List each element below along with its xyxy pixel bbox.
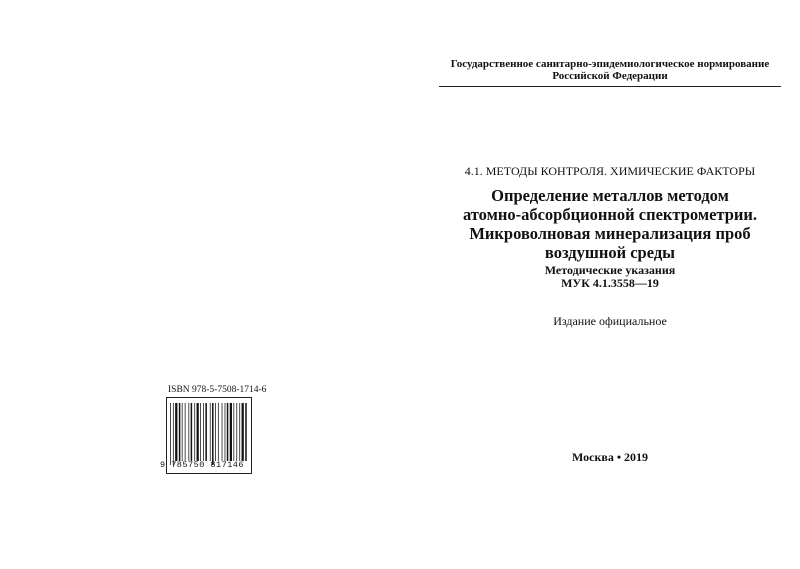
title-line-2: атомно-абсорбционной спектрометрии. [462, 205, 758, 224]
barcode-bar [242, 403, 244, 461]
barcode-bar [233, 403, 234, 461]
title-line-1: Определение металлов методом [491, 186, 729, 205]
category-heading: 4.1. МЕТОДЫ КОНТРОЛЯ. ХИМИЧЕСКИЕ ФАКТОРЫ [464, 164, 756, 178]
publisher-header [440, 58, 780, 82]
barcode-bar [175, 403, 177, 461]
barcode-bar [210, 403, 211, 461]
barcode-bar [203, 403, 204, 461]
barcode-bar [230, 403, 232, 461]
barcode-bar [239, 403, 240, 461]
edition-label: Издание официальное [553, 314, 667, 328]
barcode-bar [225, 403, 226, 461]
barcode-bar [179, 403, 181, 461]
barcode-bar [197, 403, 199, 461]
title-line-4: воздушной среды [544, 243, 676, 262]
barcode-bar [182, 403, 183, 461]
barcode-bar [185, 403, 186, 461]
barcode-bar [245, 403, 247, 461]
barcode-digits: 9 785750 817146 [160, 460, 245, 470]
barcode-bar [227, 403, 229, 461]
barcode-bar [212, 403, 214, 465]
header-divider [439, 86, 781, 87]
document-type [440, 264, 780, 290]
barcode-bar [191, 403, 193, 461]
barcode-bar [215, 403, 216, 461]
barcode-bar [173, 403, 174, 465]
front-cover [400, 0, 800, 569]
imprint: Москва • 2019 [571, 450, 649, 464]
header-line-1: Государственное санитарно-эпидемиологическое нормирование [450, 58, 770, 70]
barcode-bar [188, 403, 189, 461]
isbn-label: ISBN 978-5-7508-1714-6 [168, 385, 267, 395]
barcode-bar [194, 403, 195, 461]
barcode-bar [236, 403, 237, 461]
barcode-bar [205, 403, 207, 461]
header-line-2: Российской Федерации [552, 70, 668, 82]
title-line-3: Микроволновая минерализация проб [469, 224, 751, 243]
barcode-bar [170, 403, 171, 465]
barcode-bar [218, 403, 219, 461]
barcode-bar [200, 403, 201, 461]
document-type-line-1: Методические указания [544, 263, 676, 277]
document-code: МУК 4.1.3558—19 [561, 276, 659, 290]
barcode-bar [222, 403, 223, 461]
document-title [440, 186, 780, 262]
